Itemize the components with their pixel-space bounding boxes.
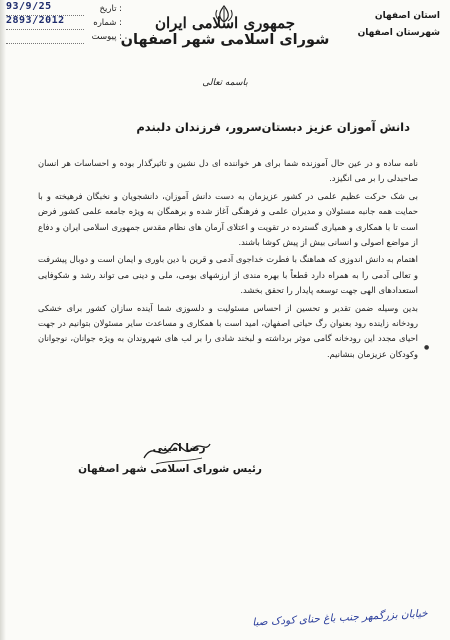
greeting-line: دانش آموزان عزیز دبستان‌سرور، فرزندان دلبندم bbox=[136, 120, 410, 134]
republic-heading: جمهوری اسلامی ایران bbox=[154, 14, 296, 32]
attachment-label: : پیوست bbox=[91, 32, 122, 42]
attachment-row bbox=[4, 32, 124, 46]
county-label: شهرستان اصفهان bbox=[357, 28, 440, 38]
handwritten-address-note: خیابان بزرگمهر جنب باغ حنای کودک صبا bbox=[252, 607, 428, 629]
number-value: 2893/2012 bbox=[6, 15, 65, 26]
scan-edge-shadow bbox=[0, 0, 6, 640]
body-paragraph: بی شک حرکت عظیم علمی در کشور عزیزمان به دست دانش آموزان، دانشجویان و نخبگان فرهیخته و با حمایت همه جانبه مسئولان و مدیران علمی و فرهنگی آغاز شده و برهمگان به ویژه جامعه علمی کشور فرض است تا با همکاری و همیاری گسترده در تقویت و اعتلای آرمان های نظام مقدس جمهوری اسلامی ایران و دفاع از مواضع اصولی و انسانی بیش از پیش کوشا باشند. bbox=[38, 190, 418, 248]
body-paragraph: بدین وسیله ضمن تقدیر و تحسین از احساس مسئولیت و دلسوزی شما آینده سازان کشور برای خشکی رودخانه زاینده رود بعنوان رگ حیاتی اصفهان، امید است با همکاری و مساعدت سایر مسئولان بتوانیم در جهت احیای مجدد این رودخانه گامی موثر برداشته و لبخند شادی را بر لب های شهروندان به ویژه جوانان، نوجوانان وکودکان عزیزمان بنشانیم. bbox=[38, 302, 418, 359]
date-label: : تاریخ bbox=[99, 4, 122, 14]
bullet-icon: ● bbox=[424, 344, 430, 351]
number-row bbox=[4, 15, 124, 32]
body-paragraph: اهتمام به دانش اندوزی که هماهنگ با فطرت خداجوی آدمی و قرین با دین باوری و ایمان است و دوبال پیشرفت و تعالی آدمی را به همراه دارد قطعاً با بهره مندی از ارزشهای بومی، ملی و دینی می تواند رشد و شکوفایی استعدادهای الهی جهت توسعه پایدار را تحقق بخشد. bbox=[38, 254, 418, 296]
letter-meta bbox=[4, 1, 124, 46]
signatory-title: رئیس شورای اسلامی شهر اصفهان bbox=[78, 463, 262, 475]
council-heading: شورای اسلامی شهر اصفهان bbox=[120, 32, 330, 48]
province-label: استان اصفهان bbox=[374, 11, 440, 21]
bismillah: باسمه تعالی bbox=[202, 78, 248, 88]
letter-body bbox=[38, 156, 418, 364]
signatory-name: رضا امینی bbox=[152, 442, 206, 454]
date-value: 93/9/25 bbox=[6, 1, 52, 12]
province-block bbox=[320, 8, 440, 42]
body-paragraph: نامه ساده و در عین حال آموزنده شما برای هر خواننده ای دل نشین و تاثیرگذار بوده و احساسات هر انسان صاحبدلی را بر می انگیزد. bbox=[38, 158, 418, 184]
number-label: : شماره bbox=[93, 18, 122, 28]
